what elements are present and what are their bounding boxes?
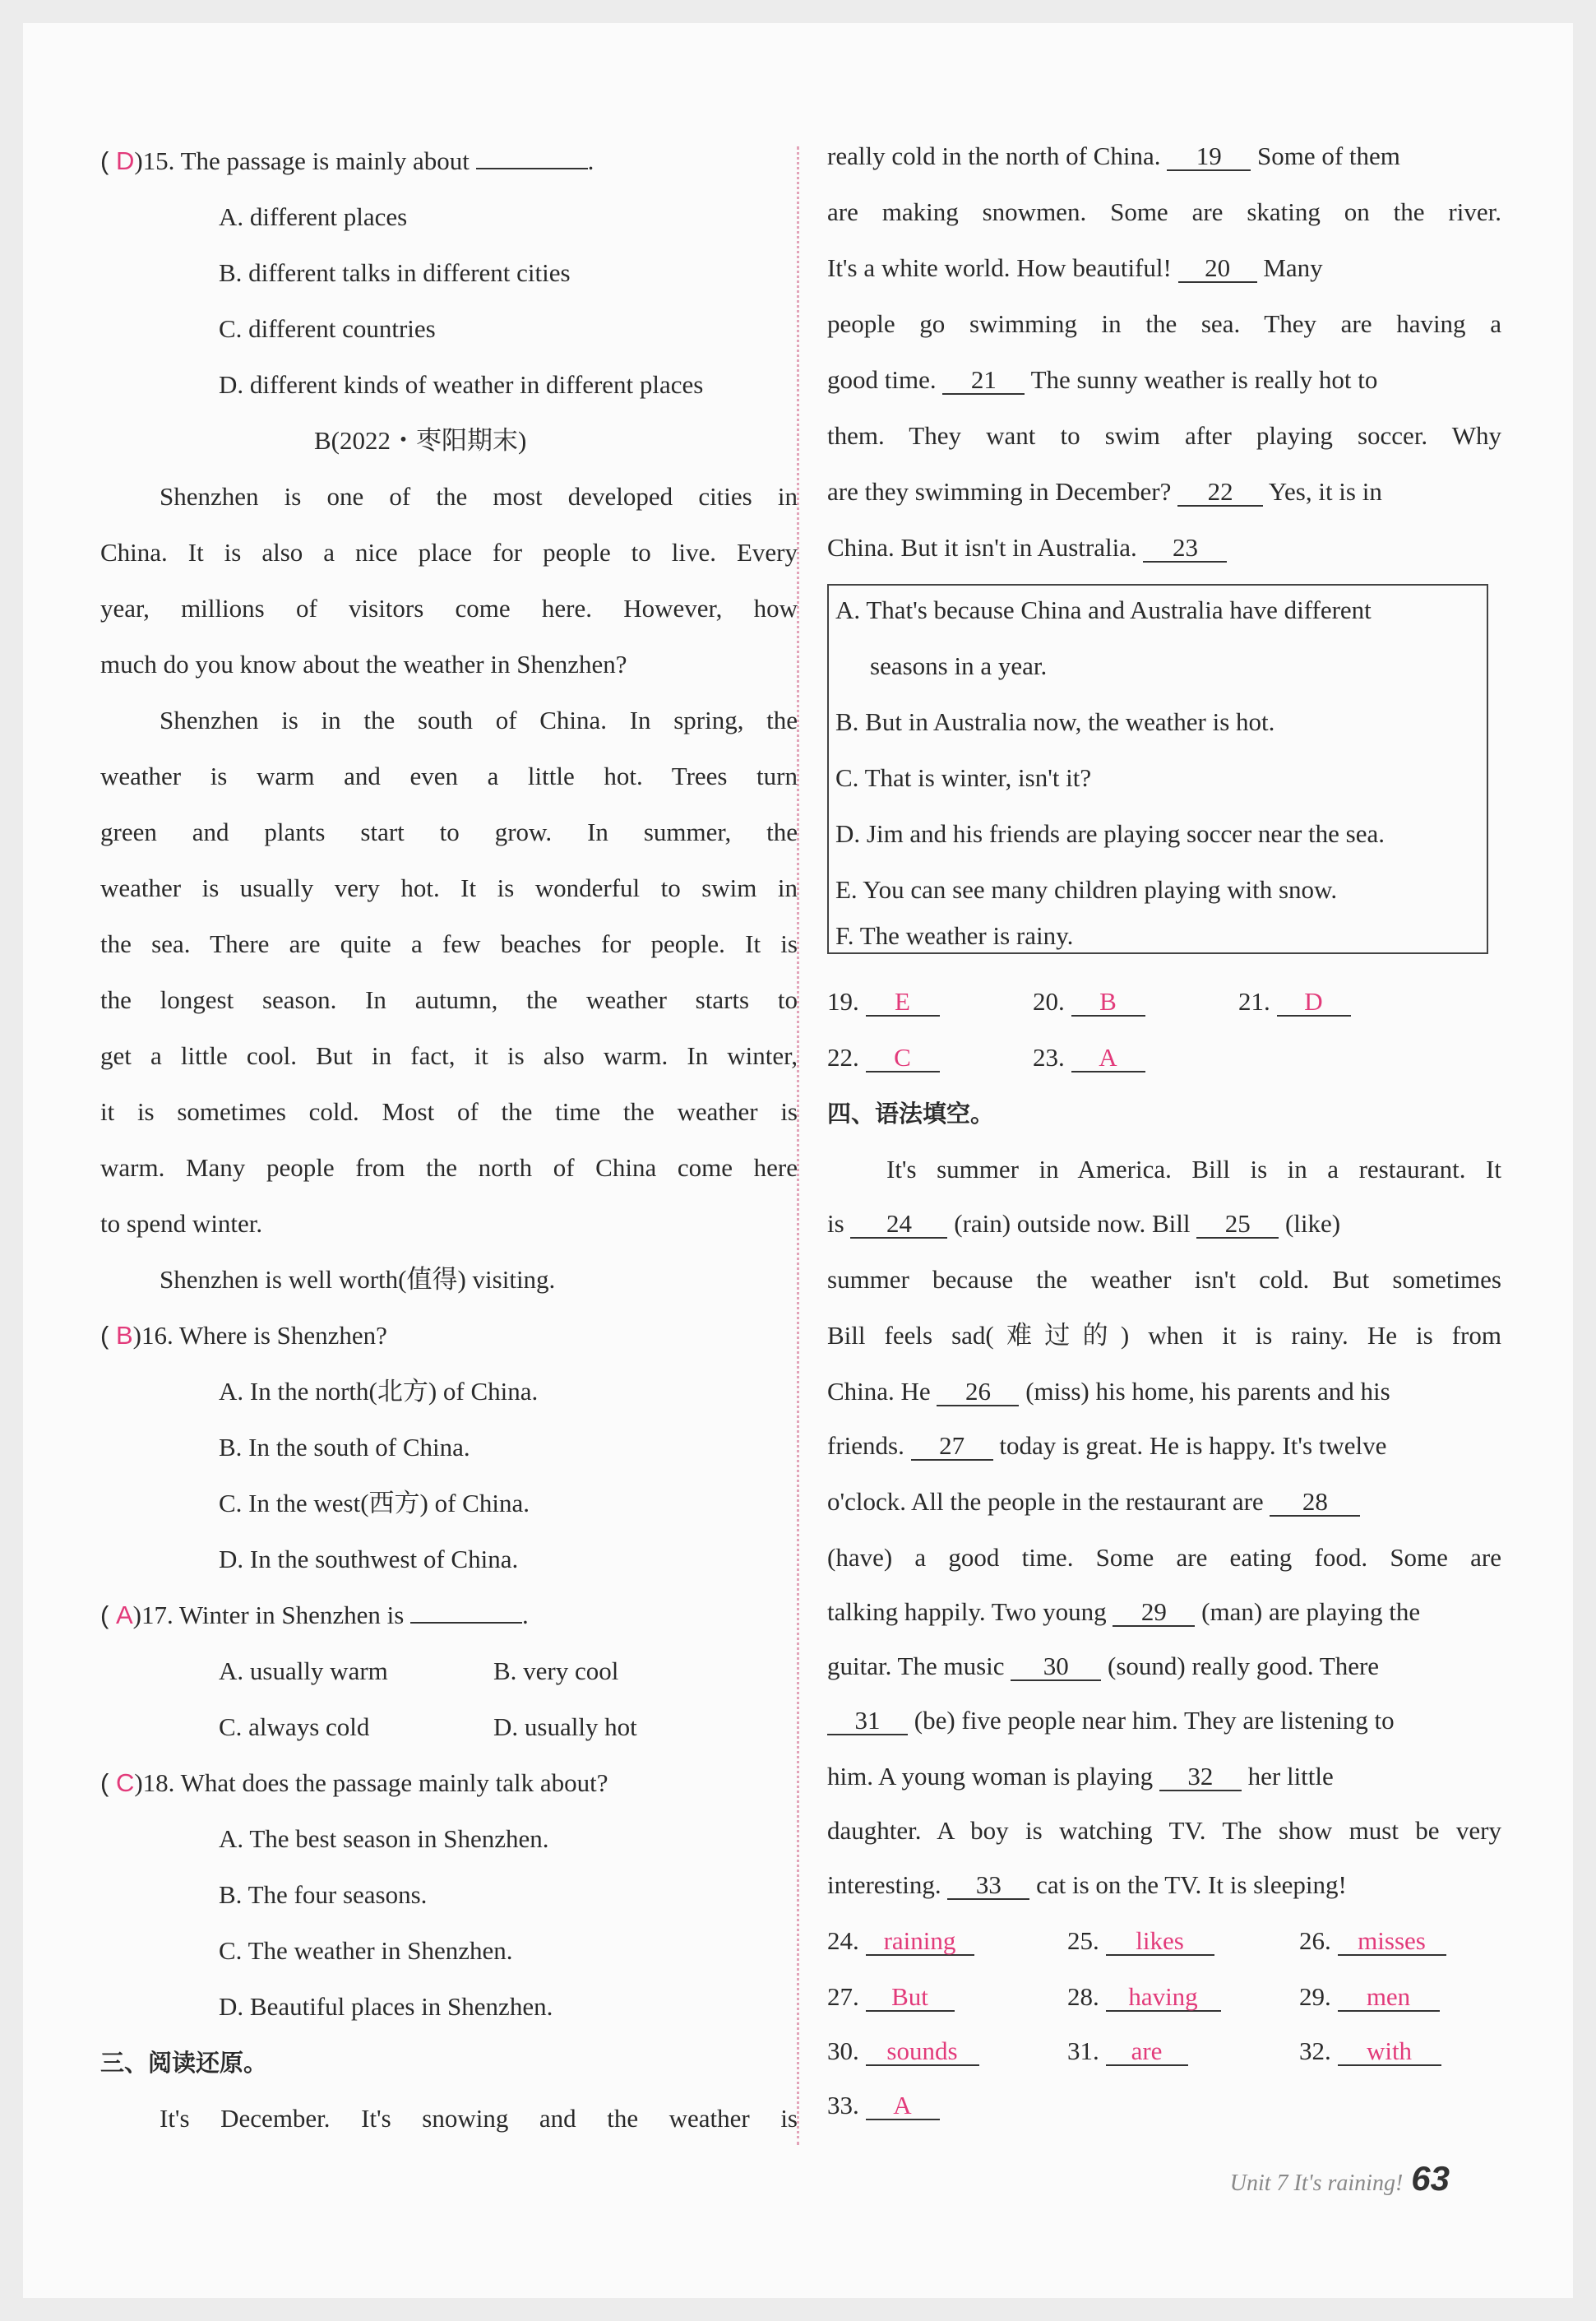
- text-segment: (man) are playing the: [1201, 1597, 1421, 1626]
- passage-b-line: much do you know about the weather in Shenzhen?: [100, 650, 627, 679]
- text-segment: misses: [1358, 1926, 1426, 1955]
- box-option: seasons in a year.: [870, 651, 1048, 680]
- blank-25: 25: [1196, 1211, 1279, 1239]
- blank-33: 33: [947, 1872, 1029, 1900]
- q15-option-a: A. different places: [219, 202, 408, 231]
- text-segment: A: [1099, 1043, 1117, 1072]
- passage4-line: [827, 1650, 1379, 1683]
- text-segment: E: [895, 987, 910, 1016]
- section-3-first-line: It's December. It's snowing and the weather is: [160, 2104, 798, 2133]
- text-segment: (be) five people near him. They are listening to: [914, 1706, 1395, 1735]
- answer-23: [1033, 1041, 1145, 1074]
- blank-22: 22: [1177, 479, 1263, 507]
- q18-option-d: D. Beautiful places in Shenzhen.: [219, 1992, 553, 2021]
- answer-19: [827, 985, 940, 1018]
- blank-21: 21: [942, 367, 1025, 395]
- text-segment: But: [891, 1982, 928, 2011]
- box-option: F. The weather is rainy.: [835, 921, 1074, 950]
- answer-25: [1067, 1925, 1214, 1957]
- text-segment: are they swimming in December?: [827, 477, 1172, 506]
- text-segment: )17. Winter in Shenzhen is: [132, 1601, 405, 1629]
- text-segment: It's a white world. How beautiful!: [827, 253, 1172, 282]
- q15-blank: [476, 168, 588, 169]
- passage4-line: Bill feels sad(难过的) when it is rainy. He is from: [827, 1321, 1501, 1350]
- text-segment: 20.: [1033, 987, 1065, 1016]
- text-segment: 25.: [1067, 1926, 1099, 1955]
- page-number: 63: [1411, 2159, 1450, 2198]
- text-segment: (miss) his home, his parents and his: [1025, 1377, 1390, 1406]
- text-segment: (sound) really good. There: [1108, 1652, 1380, 1680]
- question-16: ( B)16. Where is Shenzhen?: [100, 1321, 387, 1350]
- text-segment: 29.: [1299, 1982, 1331, 2011]
- box-option: D. Jim and his friends are playing soccer near the sea.: [835, 819, 1385, 848]
- text-segment: raining: [883, 1926, 956, 1955]
- blank-26: 26: [937, 1378, 1019, 1406]
- text-segment: China. He: [827, 1377, 931, 1406]
- box-option: C. That is winter, isn't it?: [835, 763, 1092, 792]
- q17-option-b: B. very cool: [493, 1656, 619, 1685]
- passage4-line: [827, 1760, 1334, 1793]
- passage4-line: [827, 1869, 1347, 1902]
- passage4-line: summer because the weather isn't cold. But sometimes: [827, 1265, 1501, 1294]
- section-b-title: B(2022・枣阳期末): [314, 426, 527, 455]
- answer-22: [827, 1041, 940, 1074]
- text-segment: Many: [1263, 253, 1323, 282]
- answer-21: [1238, 985, 1351, 1018]
- text-segment: 26.: [1299, 1926, 1331, 1955]
- q16-option-d: D. In the southwest of China.: [219, 1545, 519, 1573]
- text-segment: friends.: [827, 1431, 904, 1460]
- box-option: B. But in Australia now, the weather is hot.: [835, 707, 1275, 736]
- passage-b-line: green and plants start to grow. In summer, the: [100, 818, 798, 846]
- blank-20: 20: [1178, 255, 1257, 283]
- text-segment: A: [893, 2091, 912, 2119]
- section-4-title: 四、语法填空。: [827, 1100, 995, 1128]
- q16-option-b: B. In the south of China.: [219, 1433, 470, 1462]
- blank-24: 24: [850, 1211, 947, 1239]
- text-segment: .: [522, 1601, 529, 1629]
- q15-option-c: C. different countries: [219, 314, 436, 343]
- passage3-line: them. They want to swim after playing soccer. Why: [827, 421, 1501, 450]
- passage3-line: [827, 140, 1501, 173]
- answer-29: [1299, 1980, 1440, 2013]
- question-15: ( D)15. The passage is mainly about .: [100, 146, 594, 175]
- passage-b-line: weather is usually very hot. It is wonderful to swim in: [100, 873, 798, 902]
- text-segment: (like): [1284, 1209, 1341, 1238]
- question-17: ( A)17. Winter in Shenzhen is .: [100, 1601, 529, 1629]
- passage3-line: [827, 364, 1377, 396]
- q15-option-d: D. different kinds of weather in different places: [219, 370, 704, 399]
- q15-answer: D: [115, 146, 135, 175]
- text-segment: China. But it isn't in Australia.: [827, 533, 1137, 562]
- q17-option-a: A. usually warm: [219, 1656, 388, 1685]
- blank-30: 30: [1011, 1653, 1101, 1681]
- text-segment: B: [1099, 987, 1117, 1016]
- passage4-line: [827, 1207, 1501, 1240]
- passage3-line: [827, 252, 1323, 285]
- passage-b-line: the sea. There are quite a few beaches for people. It is: [100, 929, 798, 958]
- blank-23: 23: [1143, 535, 1227, 563]
- text-segment: 24.: [827, 1926, 859, 1955]
- answer-28: [1067, 1980, 1221, 2013]
- q17-blank: [410, 1622, 522, 1624]
- blank-29: 29: [1113, 1599, 1195, 1627]
- box-option: A. That's because China and Australia have different: [835, 595, 1372, 624]
- passage4-line: It's summer in America. Bill is in a restaurant. It: [886, 1155, 1501, 1184]
- passage4-line: [827, 1375, 1390, 1408]
- text-segment: D: [1304, 987, 1323, 1016]
- answer-30: [827, 2035, 979, 2068]
- passage3-line: are making snowmen. Some are skating on the river.: [827, 197, 1501, 226]
- question-18: ( C)18. What does the passage mainly talk about?: [100, 1768, 608, 1797]
- answer-33: [827, 2089, 940, 2122]
- passage4-line: [827, 1485, 1360, 1518]
- q16-option-c: C. In the west(西方) of China.: [219, 1489, 530, 1517]
- text-segment: 27.: [827, 1982, 859, 2011]
- text-segment: is: [827, 1209, 844, 1238]
- answer-31: [1067, 2035, 1188, 2068]
- answer-27: [827, 1980, 955, 2013]
- passage4-line: [827, 1429, 1386, 1462]
- unit-label: Unit 7 It's raining!: [1229, 2170, 1404, 2196]
- q17-option-c: C. always cold: [219, 1712, 370, 1741]
- text-segment: likes: [1136, 1926, 1184, 1955]
- q15-option-b: B. different talks in different cities: [219, 258, 571, 287]
- blank-19: 19: [1167, 143, 1251, 171]
- blank-28: 28: [1270, 1489, 1360, 1517]
- text-segment: him. A young woman is playing: [827, 1762, 1154, 1791]
- text-segment: 21.: [1238, 987, 1270, 1016]
- text-segment: having: [1128, 1982, 1198, 2011]
- passage-b-line: the longest season. In autumn, the weather starts to: [100, 985, 798, 1014]
- passage3-line: people go swimming in the sea. They are having a: [827, 309, 1501, 338]
- q18-option-a: A. The best season in Shenzhen.: [219, 1824, 549, 1853]
- passage-b-line: China. It is also a nice place for people to live. Every: [100, 538, 798, 567]
- q17-answer: A: [115, 1601, 133, 1629]
- answer-26: [1299, 1925, 1446, 1957]
- text-segment: 19.: [827, 987, 859, 1016]
- text-segment: cat is on the TV. It is sleeping!: [1036, 1870, 1347, 1899]
- text-segment: C: [894, 1043, 911, 1072]
- text-segment: 23.: [1033, 1043, 1065, 1072]
- text-segment: .: [587, 146, 594, 175]
- answer-24: [827, 1925, 974, 1957]
- text-segment: really cold in the north of China.: [827, 141, 1161, 170]
- text-segment: 31.: [1067, 2036, 1099, 2065]
- text-segment: o'clock. All the people in the restaurant are: [827, 1487, 1264, 1516]
- text-segment: )16. Where is Shenzhen?: [132, 1321, 387, 1350]
- passage-b-line: it is sometimes cold. Most of the time the weather is: [100, 1097, 798, 1126]
- text-segment: sounds: [886, 2036, 958, 2065]
- text-segment: good time.: [827, 365, 937, 394]
- text-segment: 33.: [827, 2091, 859, 2119]
- text-segment: her little: [1247, 1762, 1334, 1791]
- text-segment: with: [1366, 2036, 1413, 2065]
- passage-b-line: weather is warm and even a little hot. Trees turn: [100, 762, 798, 790]
- passage4-line: [827, 1704, 1395, 1737]
- answer-32: [1299, 2035, 1441, 2068]
- q18-option-b: B. The four seasons.: [219, 1880, 428, 1909]
- text-segment: interesting.: [827, 1870, 941, 1899]
- page-footer: [1230, 2159, 1450, 2198]
- q16-answer: B: [115, 1321, 133, 1350]
- passage-b-line: Shenzhen is well worth(值得) visiting.: [160, 1265, 556, 1294]
- passage4-line: [827, 1596, 1420, 1628]
- text-segment: 30.: [827, 2036, 859, 2065]
- text-segment: talking happily. Two young: [827, 1597, 1107, 1626]
- passage-b-line: Shenzhen is in the south of China. In spring, the: [160, 706, 798, 734]
- text-segment: are: [1131, 2036, 1163, 2065]
- text-segment: Some of them: [1256, 141, 1400, 170]
- text-segment: guitar. The music: [827, 1652, 1005, 1680]
- q17-option-d: D. usually hot: [493, 1712, 637, 1741]
- passage3-line: [827, 475, 1382, 508]
- passage-b-line: year, millions of visitors come here. However, how: [100, 594, 798, 623]
- blank-32: 32: [1159, 1763, 1242, 1791]
- passage3-line: [827, 531, 1227, 564]
- text-segment: The sunny weather is really hot to: [1030, 365, 1378, 394]
- q18-answer: C: [115, 1768, 135, 1797]
- q18-option-c: C. The weather in Shenzhen.: [219, 1936, 513, 1965]
- text-segment: 22.: [827, 1043, 859, 1072]
- passage4-line: (have) a good time. Some are eating food. Some are: [827, 1543, 1501, 1572]
- answer-20: [1033, 985, 1145, 1018]
- text-segment: )18. What does the passage mainly talk about?: [134, 1768, 608, 1797]
- section-3-title: 三、阅读还原。: [100, 2049, 268, 2077]
- blank-31: 31: [827, 1707, 908, 1735]
- text-segment: )15. The passage is mainly about: [134, 146, 470, 175]
- text-segment: (rain) outside now. Bill: [954, 1209, 1191, 1238]
- box-option: E. You can see many children playing with snow.: [835, 875, 1338, 904]
- text-segment: 28.: [1067, 1982, 1099, 2011]
- blank-27: 27: [911, 1433, 993, 1461]
- passage-b-line: to spend winter.: [100, 1209, 263, 1238]
- text-segment: men: [1366, 1982, 1411, 2011]
- column-divider: [797, 146, 799, 2145]
- passage-b-line: warm. Many people from the north of China come here: [100, 1153, 798, 1182]
- text-segment: 32.: [1299, 2036, 1331, 2065]
- text-segment: today is great. He is happy. It's twelve: [999, 1431, 1387, 1460]
- q16-option-a: A. In the north(北方) of China.: [219, 1377, 539, 1406]
- workbook-page: [23, 23, 1573, 2298]
- passage4-line: daughter. A boy is watching TV. The show must be very: [827, 1816, 1501, 1845]
- text-segment: Yes, it is in: [1268, 477, 1382, 506]
- passage-b-line: get a little cool. But in fact, it is also warm. In winter,: [100, 1041, 798, 1070]
- passage-b-line: Shenzhen is one of the most developed cities in: [160, 482, 798, 511]
